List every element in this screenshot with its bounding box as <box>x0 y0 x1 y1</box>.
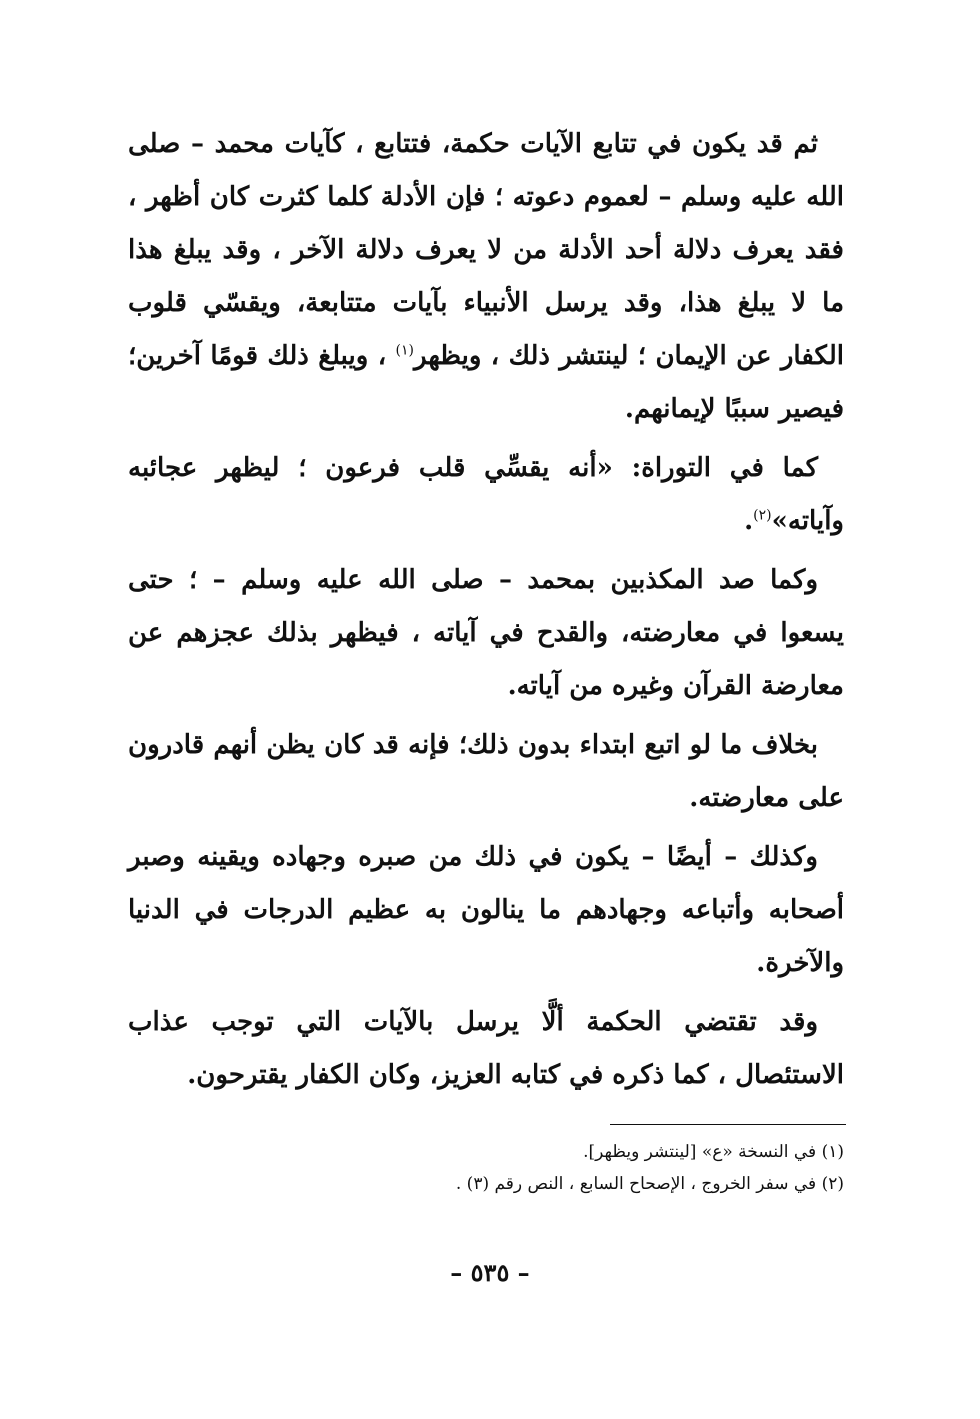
paragraph-3: وكما صد المكذبين بمحمد – صلى الله عليه وسلم – ؛ حتى يسعوا في معارضته، والقدح في آياته ، فيظهر بذلك عجزهم عن معارضة القرآن وغيره من آياته. <box>128 565 844 701</box>
footnote-divider <box>610 1124 846 1125</box>
footnote-1: (١) في النسخة «ع» [لينتشر ويظهر]. <box>583 1142 844 1162</box>
paragraph-1 <box>128 118 844 436</box>
paragraph-4: بخلاف ما لو اتبع ابتداء بدون ذلك؛ فإنه قد كان يظن أنهم قادرون على معارضته. <box>128 730 844 813</box>
footnote-ref-1: (١) <box>395 342 414 359</box>
paragraph-1-text-a: ثم قد يكون في تتابع الآيات حكمة، فتتابع ، كآيات محمد – صلى الله عليه وسلم – لعموم دعوته ؛ فإن الأدلة كلما كثرت كان أظهر ، فقد يعرف دلالة أحد الأدلة من لا يعرف دلالة الآخر ، وقد يبلغ هذا ما لا يبلغ هذا، وقد يرسل الأنبياء بآيات متتابعة، ويقسّي قلوب الكفار عن الإيمان ؛ لينتشر ذلك ، ويظهر <box>128 129 845 371</box>
main-text <box>128 118 844 1108</box>
footnote-ref-2: (٢) <box>753 507 772 524</box>
paragraph-1-text-b: ، ويبلغ ذلك قومًا آخرين؛ فيصير سببًا لإيمانهم. <box>128 341 844 424</box>
paragraph-6: وقد تقتضي الحكمة ألَّا يرسل بالآيات التي توجب عذاب الاستئصال ، كما ذكره في كتابه العزيز، وكان الكفار يقترحون. <box>128 1007 844 1090</box>
footnotes <box>128 1136 844 1200</box>
footnote-2: (٢) في سفر الخروج ، الإصحاح السابع ، النص رقم (٣) . <box>455 1174 844 1194</box>
paragraph-2 <box>128 442 844 548</box>
paragraph-2-text-a: كما في التوراة: «أنه يقسِّي قلب فرعون ؛ ليظهر عجائبه وآياته» <box>128 453 844 536</box>
paragraph-5: وكذلك – أيضًا – يكون في ذلك من صبره وجهاده ويقينه وصبر أصحابه وأتباعه وجهادهم ما ينالون به عظيم الدرجات في الدنيا والآخرة. <box>128 842 844 978</box>
paragraph-2-text-b: . <box>744 506 754 536</box>
page-number: – ٥٣٥ – <box>450 1258 530 1287</box>
